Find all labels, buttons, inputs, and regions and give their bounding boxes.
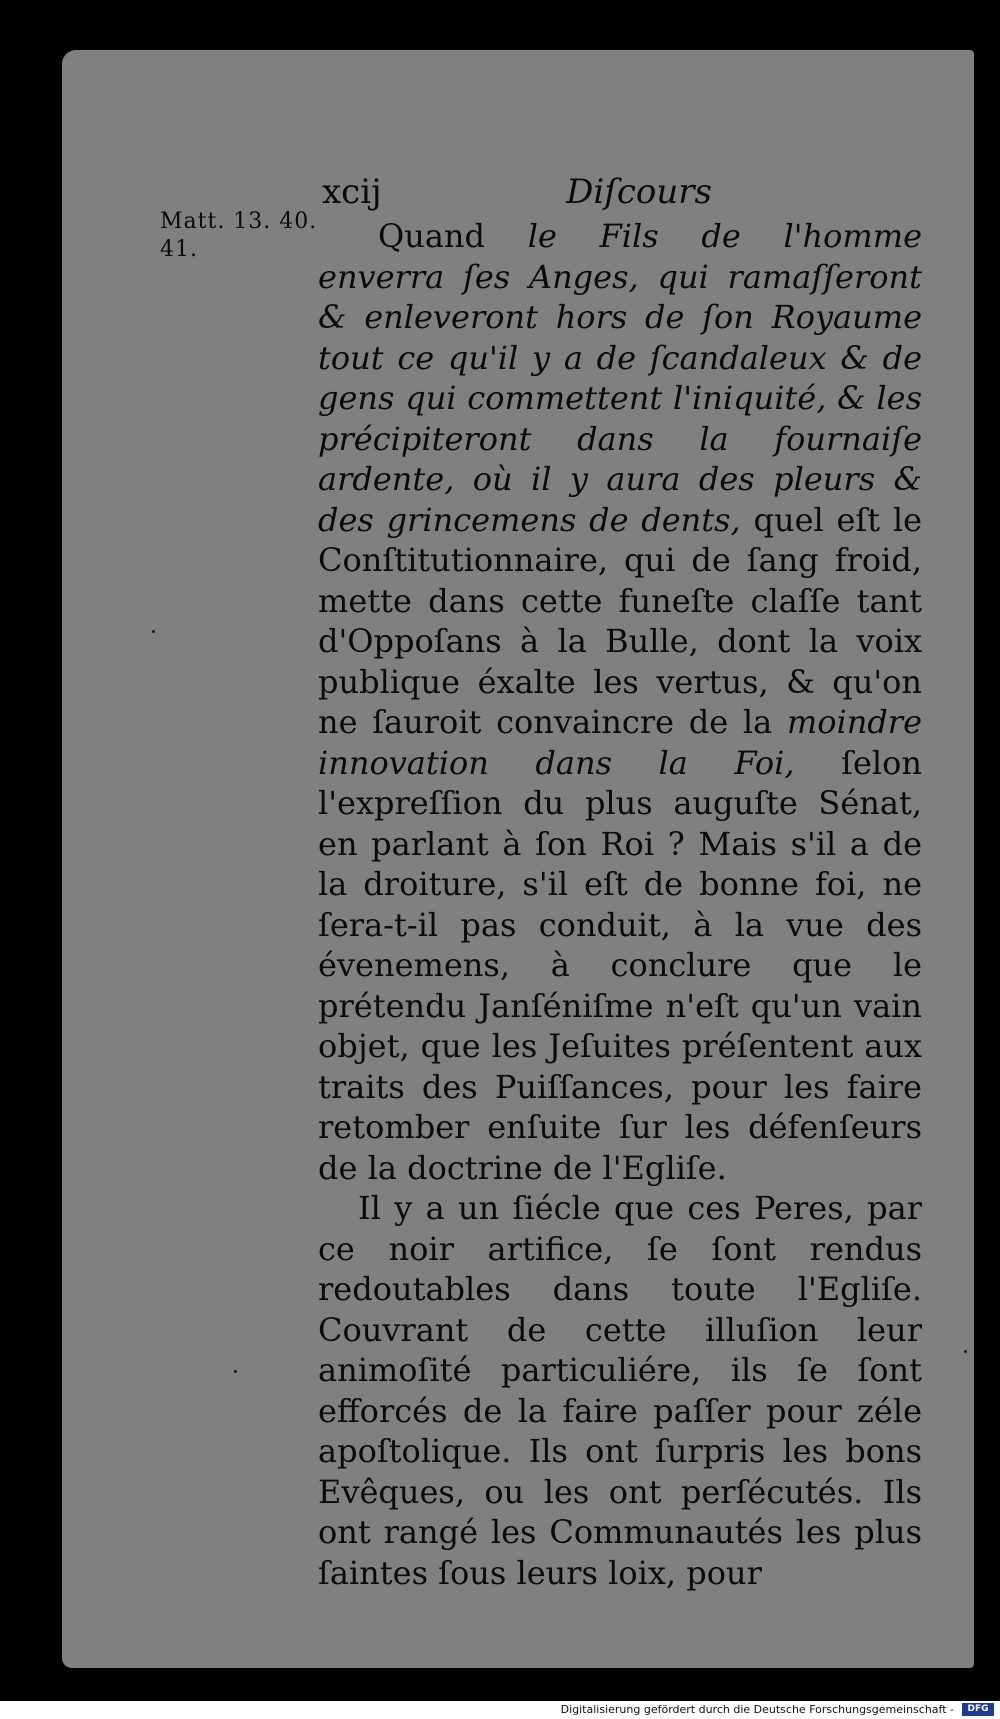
body-text xyxy=(318,216,922,1593)
running-head xyxy=(322,172,712,216)
paragraph-2: Il y a un ſiécle que ces Peres, par ce noir artifice, ſe ſont rendus redoutables dans toute l'Egliſe. Couvrant de cette illuſion leur animoſité particuliére, ils ſe ſont efforcés de la faire paſſer pour zéle apoſtolique. Ils ont ſurpris les bons Evêques, ou les ont perſécutés. Ils ont rangé les Communautés les plus ſaintes ſous leurs loix, pour xyxy=(318,1189,922,1592)
page-speck xyxy=(234,1370,237,1373)
page-number: xcij xyxy=(322,172,382,212)
paragraph-1 xyxy=(318,216,922,1188)
page-speck xyxy=(964,1350,967,1353)
scripture-quote: le Fils de l'homme enverra ſes Anges, qui ramaſſeront & enleveront hors de ſon Royaume tout ce qu'il y a de ſcandaleux & de gens qui commettent l'iniquité, & les précipiteront dans la fournaiſe ardente, où il y aura des pleurs & des grincemens de dents, xyxy=(318,217,923,539)
dfg-logo: DFG xyxy=(962,1703,994,1716)
paragraph-1-middle: quel eſt le Conſtitutionnaire, qui de ſang froid, mette dans cette funeſte claſſe tant d'Oppoſans à la Bulle, dont la voix publique éxalte les vertus, & qu'on ne ſauroit convaincre de la xyxy=(318,500,923,741)
page-speck xyxy=(152,630,155,633)
senate-quote: moindre innovation dans la Foi, xyxy=(318,703,923,782)
marginal-reference: Matt. 13. 40. 41. xyxy=(160,209,318,262)
footer-credit: Digitalisierung gefördert durch die Deutsche Forschungsgemeinschaft - xyxy=(560,1703,954,1716)
paragraph-1-tail: ſelon l'expreſſion du plus auguſte Sénat, en parlant à ſon Roi ? Mais s'il a de la droiture, s'il eſt de bonne foi, ne ſera-t-il pas conduit, à la vue des évenemens, à conclure que le prétendu Janſéniſme n'eſt qu'un vain objet, que les Jeſuites préſentent aux traits des Puiſſances, pour les faire retomber enſuite ſur les défenſeurs de la doctrine de l'Egliſe. xyxy=(318,743,923,1187)
paragraph-1-lead: Quand xyxy=(378,217,486,255)
running-title: Diſcours xyxy=(566,172,712,212)
